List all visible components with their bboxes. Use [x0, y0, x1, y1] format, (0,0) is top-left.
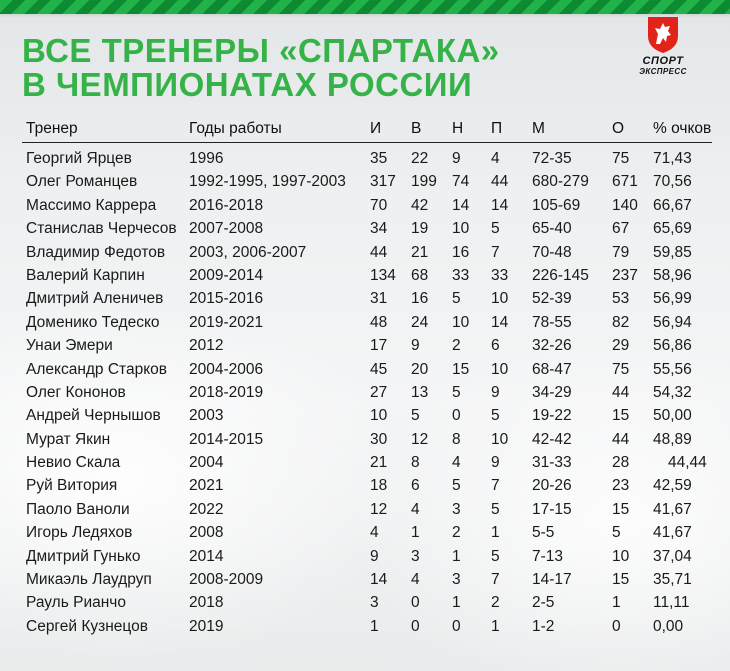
coaches-table: [22, 112, 712, 635]
cell-goals: 17-15: [532, 500, 572, 518]
cell-draws: 1: [452, 594, 461, 612]
cell-wins: 16: [411, 290, 429, 308]
cell-coach: Паоло Ваноли: [26, 500, 130, 518]
cell-points-pct: 50,00: [653, 407, 692, 425]
cell-coach: Андрей Чернышов: [26, 407, 161, 425]
cell-goals: 2-5: [532, 594, 555, 612]
cell-games: 48: [370, 313, 388, 331]
cell-points-pct: 65,69: [653, 220, 692, 238]
cell-wins: 6: [411, 477, 420, 495]
table-row: [22, 147, 712, 170]
cell-points-pct: 54,32: [653, 383, 692, 401]
header-years: Годы работы: [189, 120, 282, 137]
header-goals: М: [532, 120, 545, 137]
cell-coach: Микаэль Лаудруп: [26, 571, 152, 589]
cell-years: 2012: [189, 337, 224, 355]
cell-years: 2019: [189, 617, 224, 635]
cell-games: 9: [370, 547, 379, 565]
cell-losses: 1: [491, 617, 500, 635]
cell-wins: 5: [411, 407, 420, 425]
cell-coach: Станислав Черчесов: [26, 220, 177, 238]
cell-goals: 68-47: [532, 360, 572, 378]
cell-years: 2022: [189, 500, 224, 518]
cell-points: 79: [612, 243, 630, 261]
cell-draws: 1: [452, 547, 461, 565]
cell-points-pct: 11,11: [653, 594, 690, 612]
cell-years: 2014-2015: [189, 430, 264, 448]
cell-coach: Унаи Эмери: [26, 337, 113, 355]
cell-wins: 8: [411, 454, 420, 472]
logo-text-sport: СПОРТ: [642, 55, 684, 67]
table-row: [22, 428, 712, 451]
cell-games: 45: [370, 360, 388, 378]
title-line-1: ВСЕ ТРЕНЕРЫ «СПАРТАКА»: [22, 32, 500, 69]
cell-losses: 7: [491, 571, 500, 589]
cell-coach: Сергей Кузнецов: [26, 617, 148, 635]
cell-coach: Невио Скала: [26, 454, 121, 472]
cell-points: 44: [612, 430, 630, 448]
top-stripe: [0, 0, 730, 14]
cell-losses: 9: [491, 454, 500, 472]
cell-years: 2015-2016: [189, 290, 264, 308]
cell-coach: Массимо Каррера: [26, 196, 157, 214]
table-row: [22, 521, 712, 544]
cell-coach: Доменико Тедеско: [26, 313, 160, 331]
cell-losses: 1: [491, 524, 500, 542]
table-row: [22, 381, 712, 404]
cell-points-pct: 71,43: [653, 150, 692, 167]
header-coach: Тренер: [26, 120, 78, 137]
cell-points-pct: 35,71: [653, 571, 692, 589]
cell-draws: 0: [452, 407, 461, 425]
cell-losses: 6: [491, 337, 500, 355]
cell-coach: Олег Романцев: [26, 173, 138, 191]
cell-wins: 19: [411, 220, 429, 238]
cell-draws: 14: [452, 196, 470, 214]
cell-wins: 68: [411, 266, 429, 284]
cell-years: 2018: [189, 594, 224, 612]
cell-wins: 13: [411, 383, 429, 401]
table-row: [22, 451, 712, 474]
cell-points: 671: [612, 173, 638, 191]
cell-games: 14: [370, 571, 388, 589]
cell-years: 2007-2008: [189, 220, 264, 238]
table-body: [22, 147, 712, 638]
cell-points-pct: 42,59: [653, 477, 692, 495]
cell-games: 21: [370, 454, 388, 472]
header-points: О: [612, 120, 625, 137]
cell-games: 30: [370, 430, 388, 448]
cell-coach: Дмитрий Аленичев: [26, 290, 164, 308]
cell-games: 44: [370, 243, 388, 261]
header-divider: [22, 142, 712, 143]
cell-games: 18: [370, 477, 388, 495]
cell-points-pct: 56,99: [653, 290, 692, 308]
cell-games: 35: [370, 150, 388, 167]
cell-goals: 72-35: [532, 150, 572, 167]
horse-emblem-icon: [644, 14, 682, 54]
table-row: [22, 194, 712, 217]
cell-wins: 12: [411, 430, 429, 448]
cell-points-pct: 66,67: [653, 196, 692, 214]
table-row: [22, 404, 712, 427]
cell-points-pct: 59,85: [653, 243, 692, 261]
cell-points-pct: 56,86: [653, 337, 692, 355]
table-row: [22, 568, 712, 591]
table-row: [22, 498, 712, 521]
cell-points-pct: 44,44: [668, 454, 707, 472]
cell-points: 237: [612, 266, 638, 284]
cell-losses: 4: [491, 150, 500, 167]
header-points-pct: % очков: [653, 120, 712, 137]
cell-wins: 22: [411, 150, 429, 167]
cell-goals: 65-40: [532, 220, 572, 238]
cell-wins: 0: [411, 594, 420, 612]
table-row: [22, 358, 712, 381]
cell-games: 27: [370, 383, 388, 401]
cell-losses: 7: [491, 477, 500, 495]
cell-coach: Дмитрий Гунько: [26, 547, 141, 565]
logo-text-express: ЭКСПРЕСС: [639, 67, 687, 76]
cell-goals: 42-42: [532, 430, 572, 448]
cell-losses: 5: [491, 407, 500, 425]
cell-years: 2021: [189, 477, 224, 495]
cell-games: 31: [370, 290, 388, 308]
cell-coach: Игорь Ледяхов: [26, 524, 133, 542]
cell-games: 12: [370, 500, 388, 518]
cell-points: 75: [612, 150, 630, 167]
cell-draws: 15: [452, 360, 470, 378]
cell-points-pct: 41,67: [653, 524, 692, 542]
cell-years: 2019-2021: [189, 313, 264, 331]
cell-points: 28: [612, 454, 630, 472]
cell-years: 2008-2009: [189, 571, 264, 589]
cell-goals: 20-26: [532, 477, 572, 495]
cell-draws: 5: [452, 290, 461, 308]
cell-draws: 4: [452, 454, 461, 472]
table-row: [22, 241, 712, 264]
cell-losses: 5: [491, 500, 500, 518]
cell-points: 10: [612, 547, 630, 565]
table-header: [22, 112, 712, 142]
cell-goals: 1-2: [532, 617, 555, 635]
cell-coach: Георгий Ярцев: [26, 150, 132, 167]
cell-games: 1: [370, 617, 379, 635]
table-row: [22, 217, 712, 240]
table-row: [22, 545, 712, 568]
table-row: [22, 264, 712, 287]
header-losses: П: [491, 120, 503, 137]
cell-draws: 74: [452, 173, 470, 191]
cell-losses: 5: [491, 220, 500, 238]
cell-wins: 21: [411, 243, 429, 261]
cell-years: 2009-2014: [189, 266, 264, 284]
cell-losses: 9: [491, 383, 500, 401]
table-row: [22, 311, 712, 334]
cell-wins: 4: [411, 500, 420, 518]
cell-draws: 5: [452, 477, 461, 495]
cell-draws: 10: [452, 313, 470, 331]
cell-wins: 20: [411, 360, 429, 378]
cell-points: 75: [612, 360, 630, 378]
cell-wins: 0: [411, 617, 420, 635]
cell-years: 2016-2018: [189, 196, 264, 214]
cell-losses: 14: [491, 196, 509, 214]
cell-years: 2018-2019: [189, 383, 264, 401]
cell-games: 17: [370, 337, 388, 355]
cell-draws: 8: [452, 430, 461, 448]
cell-losses: 2: [491, 594, 500, 612]
cell-draws: 3: [452, 500, 461, 518]
cell-draws: 2: [452, 524, 461, 542]
cell-points-pct: 0,00: [653, 617, 684, 635]
title-line-2: В ЧЕМПИОНАТАХ РОССИИ: [22, 66, 473, 103]
cell-draws: 5: [452, 383, 461, 401]
cell-goals: 70-48: [532, 243, 572, 261]
cell-points: 0: [612, 617, 621, 635]
cell-years: 2004: [189, 454, 224, 472]
cell-games: 70: [370, 196, 388, 214]
cell-losses: 10: [491, 430, 509, 448]
cell-points: 5: [612, 524, 621, 542]
header-games: И: [370, 120, 382, 137]
cell-draws: 33: [452, 266, 470, 284]
cell-points-pct: 70,56: [653, 173, 692, 191]
cell-points: 23: [612, 477, 630, 495]
cell-draws: 10: [452, 220, 470, 238]
cell-coach: Александр Старков: [26, 360, 168, 378]
cell-goals: 31-33: [532, 454, 572, 472]
cell-goals: 34-29: [532, 383, 572, 401]
cell-goals: 680-279: [532, 173, 589, 191]
cell-goals: 5-5: [532, 524, 555, 542]
cell-points: 82: [612, 313, 630, 331]
cell-draws: 0: [452, 617, 461, 635]
cell-years: 2003: [189, 407, 224, 425]
cell-goals: 14-17: [532, 571, 572, 589]
cell-goals: 105-69: [532, 196, 581, 214]
cell-games: 34: [370, 220, 388, 238]
table-row: [22, 474, 712, 497]
cell-goals: 226-145: [532, 266, 589, 284]
cell-points: 1: [612, 594, 621, 612]
cell-points: 15: [612, 407, 630, 425]
cell-losses: 5: [491, 547, 500, 565]
cell-points: 44: [612, 383, 630, 401]
cell-points: 15: [612, 571, 630, 589]
cell-points: 53: [612, 290, 630, 308]
header-wins: В: [411, 120, 422, 137]
cell-coach: Мурат Якин: [26, 430, 111, 448]
cell-points-pct: 58,96: [653, 266, 692, 284]
cell-coach: Владимир Федотов: [26, 243, 166, 261]
cell-coach: Валерий Карпин: [26, 266, 145, 284]
cell-wins: 24: [411, 313, 429, 331]
cell-coach: Олег Кононов: [26, 383, 126, 401]
table-row: [22, 170, 712, 193]
cell-goals: 7-13: [532, 547, 564, 565]
cell-years: 2008: [189, 524, 224, 542]
cell-draws: 3: [452, 571, 461, 589]
header-draws: Н: [452, 120, 464, 137]
cell-games: 3: [370, 594, 379, 612]
cell-losses: 44: [491, 173, 509, 191]
cell-points-pct: 56,94: [653, 313, 692, 331]
cell-games: 4: [370, 524, 379, 542]
cell-draws: 2: [452, 337, 461, 355]
cell-losses: 33: [491, 266, 509, 284]
cell-points-pct: 55,56: [653, 360, 692, 378]
table-row: [22, 287, 712, 310]
cell-wins: 199: [411, 173, 437, 191]
cell-goals: 52-39: [532, 290, 572, 308]
table-row: [22, 591, 712, 614]
cell-games: 134: [370, 266, 396, 284]
cell-goals: 78-55: [532, 313, 572, 331]
cell-draws: 16: [452, 243, 470, 261]
cell-games: 10: [370, 407, 388, 425]
cell-wins: 1: [411, 524, 420, 542]
cell-points: 140: [612, 196, 638, 214]
cell-wins: 42: [411, 196, 429, 214]
cell-losses: 7: [491, 243, 500, 261]
cell-losses: 14: [491, 313, 509, 331]
cell-points: 15: [612, 500, 630, 518]
cell-wins: 3: [411, 547, 420, 565]
cell-years: 2003, 2006-2007: [189, 243, 307, 261]
cell-years: 1996: [189, 150, 224, 167]
cell-games: 317: [370, 173, 396, 191]
cell-wins: 4: [411, 571, 420, 589]
cell-losses: 10: [491, 360, 509, 378]
cell-years: 2004-2006: [189, 360, 264, 378]
cell-years: 1992-1995, 1997-2003: [189, 173, 346, 191]
cell-coach: Руй Витория: [26, 477, 118, 495]
cell-draws: 9: [452, 150, 461, 167]
cell-points-pct: 37,04: [653, 547, 692, 565]
cell-points-pct: 41,67: [653, 500, 692, 518]
cell-years: 2014: [189, 547, 224, 565]
cell-points: 67: [612, 220, 630, 238]
cell-points-pct: 48,89: [653, 430, 692, 448]
cell-points: 29: [612, 337, 630, 355]
cell-goals: 32-26: [532, 337, 572, 355]
page-title: [22, 34, 500, 102]
cell-wins: 9: [411, 337, 420, 355]
cell-losses: 10: [491, 290, 509, 308]
table-row: [22, 615, 712, 638]
sport-express-logo: [632, 14, 694, 84]
table-row: [22, 334, 712, 357]
cell-goals: 19-22: [532, 407, 572, 425]
cell-coach: Рауль Рианчо: [26, 594, 126, 612]
